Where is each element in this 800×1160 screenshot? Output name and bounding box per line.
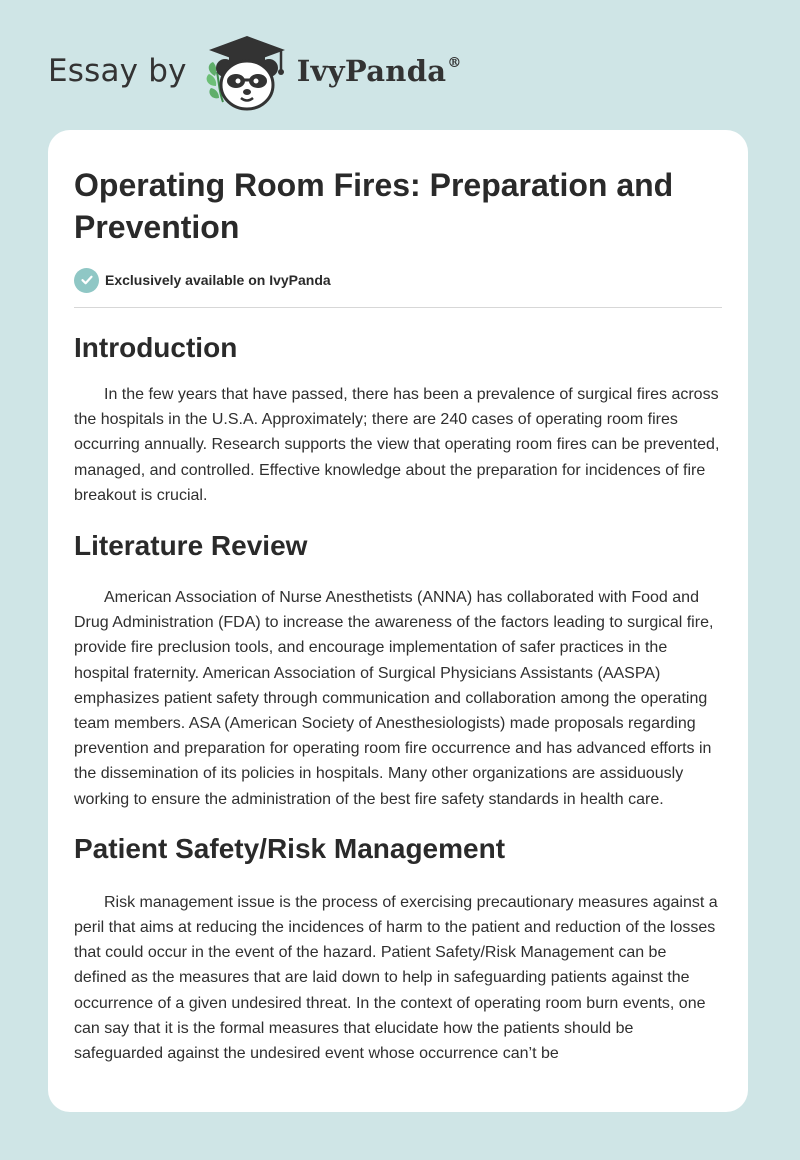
section-body-introduction: In the few years that have passed, there has been a prevalence of surgical fires across the hospitals in the U.S.A. Approximately; there are 240 cases of operating room fires occurring annually. Research supports the view that operating room fires can be prevented, managed, and controlled. Effective knowledge about the preparation for incidences of fire breakout is crucial. xyxy=(74,386,720,504)
exclusive-label: Exclusively available on IvyPanda xyxy=(105,272,331,288)
checkmark-icon xyxy=(74,268,99,293)
title-divider xyxy=(74,307,722,308)
page-title: Operating Room Fires: Preparation and Prevention xyxy=(74,167,674,245)
section-heading-introduction: Introduction xyxy=(74,332,238,363)
section-body-literature-review: American Association of Nurse Anesthetists (ANNA) has collaborated with Food and Drug Administration (FDA) to increase the awareness of the factors leading to surgical fire, provide fire preclusion tools, and encourage implementation of safer practices in the hospital fraternity. American Association of Surgical Physicians Assistants (AASPA) emphasizes patient safety through communication and collaboration among the operating team members. ASA (American Society of Anesthesiologists) made proposals regarding prevention and preparation for operating room fire occurrence and has advanced efforts in the dissemination of its policies in hospitals. Many other organizations are assiduously working to ensure the administration of the best fire safety standards in health care. xyxy=(74,589,714,808)
site-header xyxy=(48,26,462,116)
panda-graduate-icon[interactable] xyxy=(201,26,293,116)
registered-mark: ® xyxy=(447,55,462,71)
section-body-patient-safety: Risk management issue is the process of exercising precautionary measures against a peril that aims at reducing the incidences of harm to the patient and reduction of the losses that could occur in the event of the hazard. Patient Safety/Risk Management can be defined as the measures that are laid down to help in safeguarding patients against the occurrence of a given undesired threat. In the context of operating room burn events, one can say that it is the formal measures that elucidate how the patients should be safeguarded against the undesired event whose occurrence can’t be xyxy=(74,893,718,1063)
brand-name: IvyPanda xyxy=(296,54,447,88)
section-heading-patient-safety: Patient Safety/Risk Management xyxy=(74,832,506,864)
essay-card xyxy=(48,130,748,1112)
ivypanda-wordmark[interactable] xyxy=(297,54,462,88)
essay-by-label: Essay by xyxy=(48,53,187,89)
section-heading-literature-review: Literature Review xyxy=(74,530,308,562)
exclusive-badge xyxy=(74,266,722,294)
